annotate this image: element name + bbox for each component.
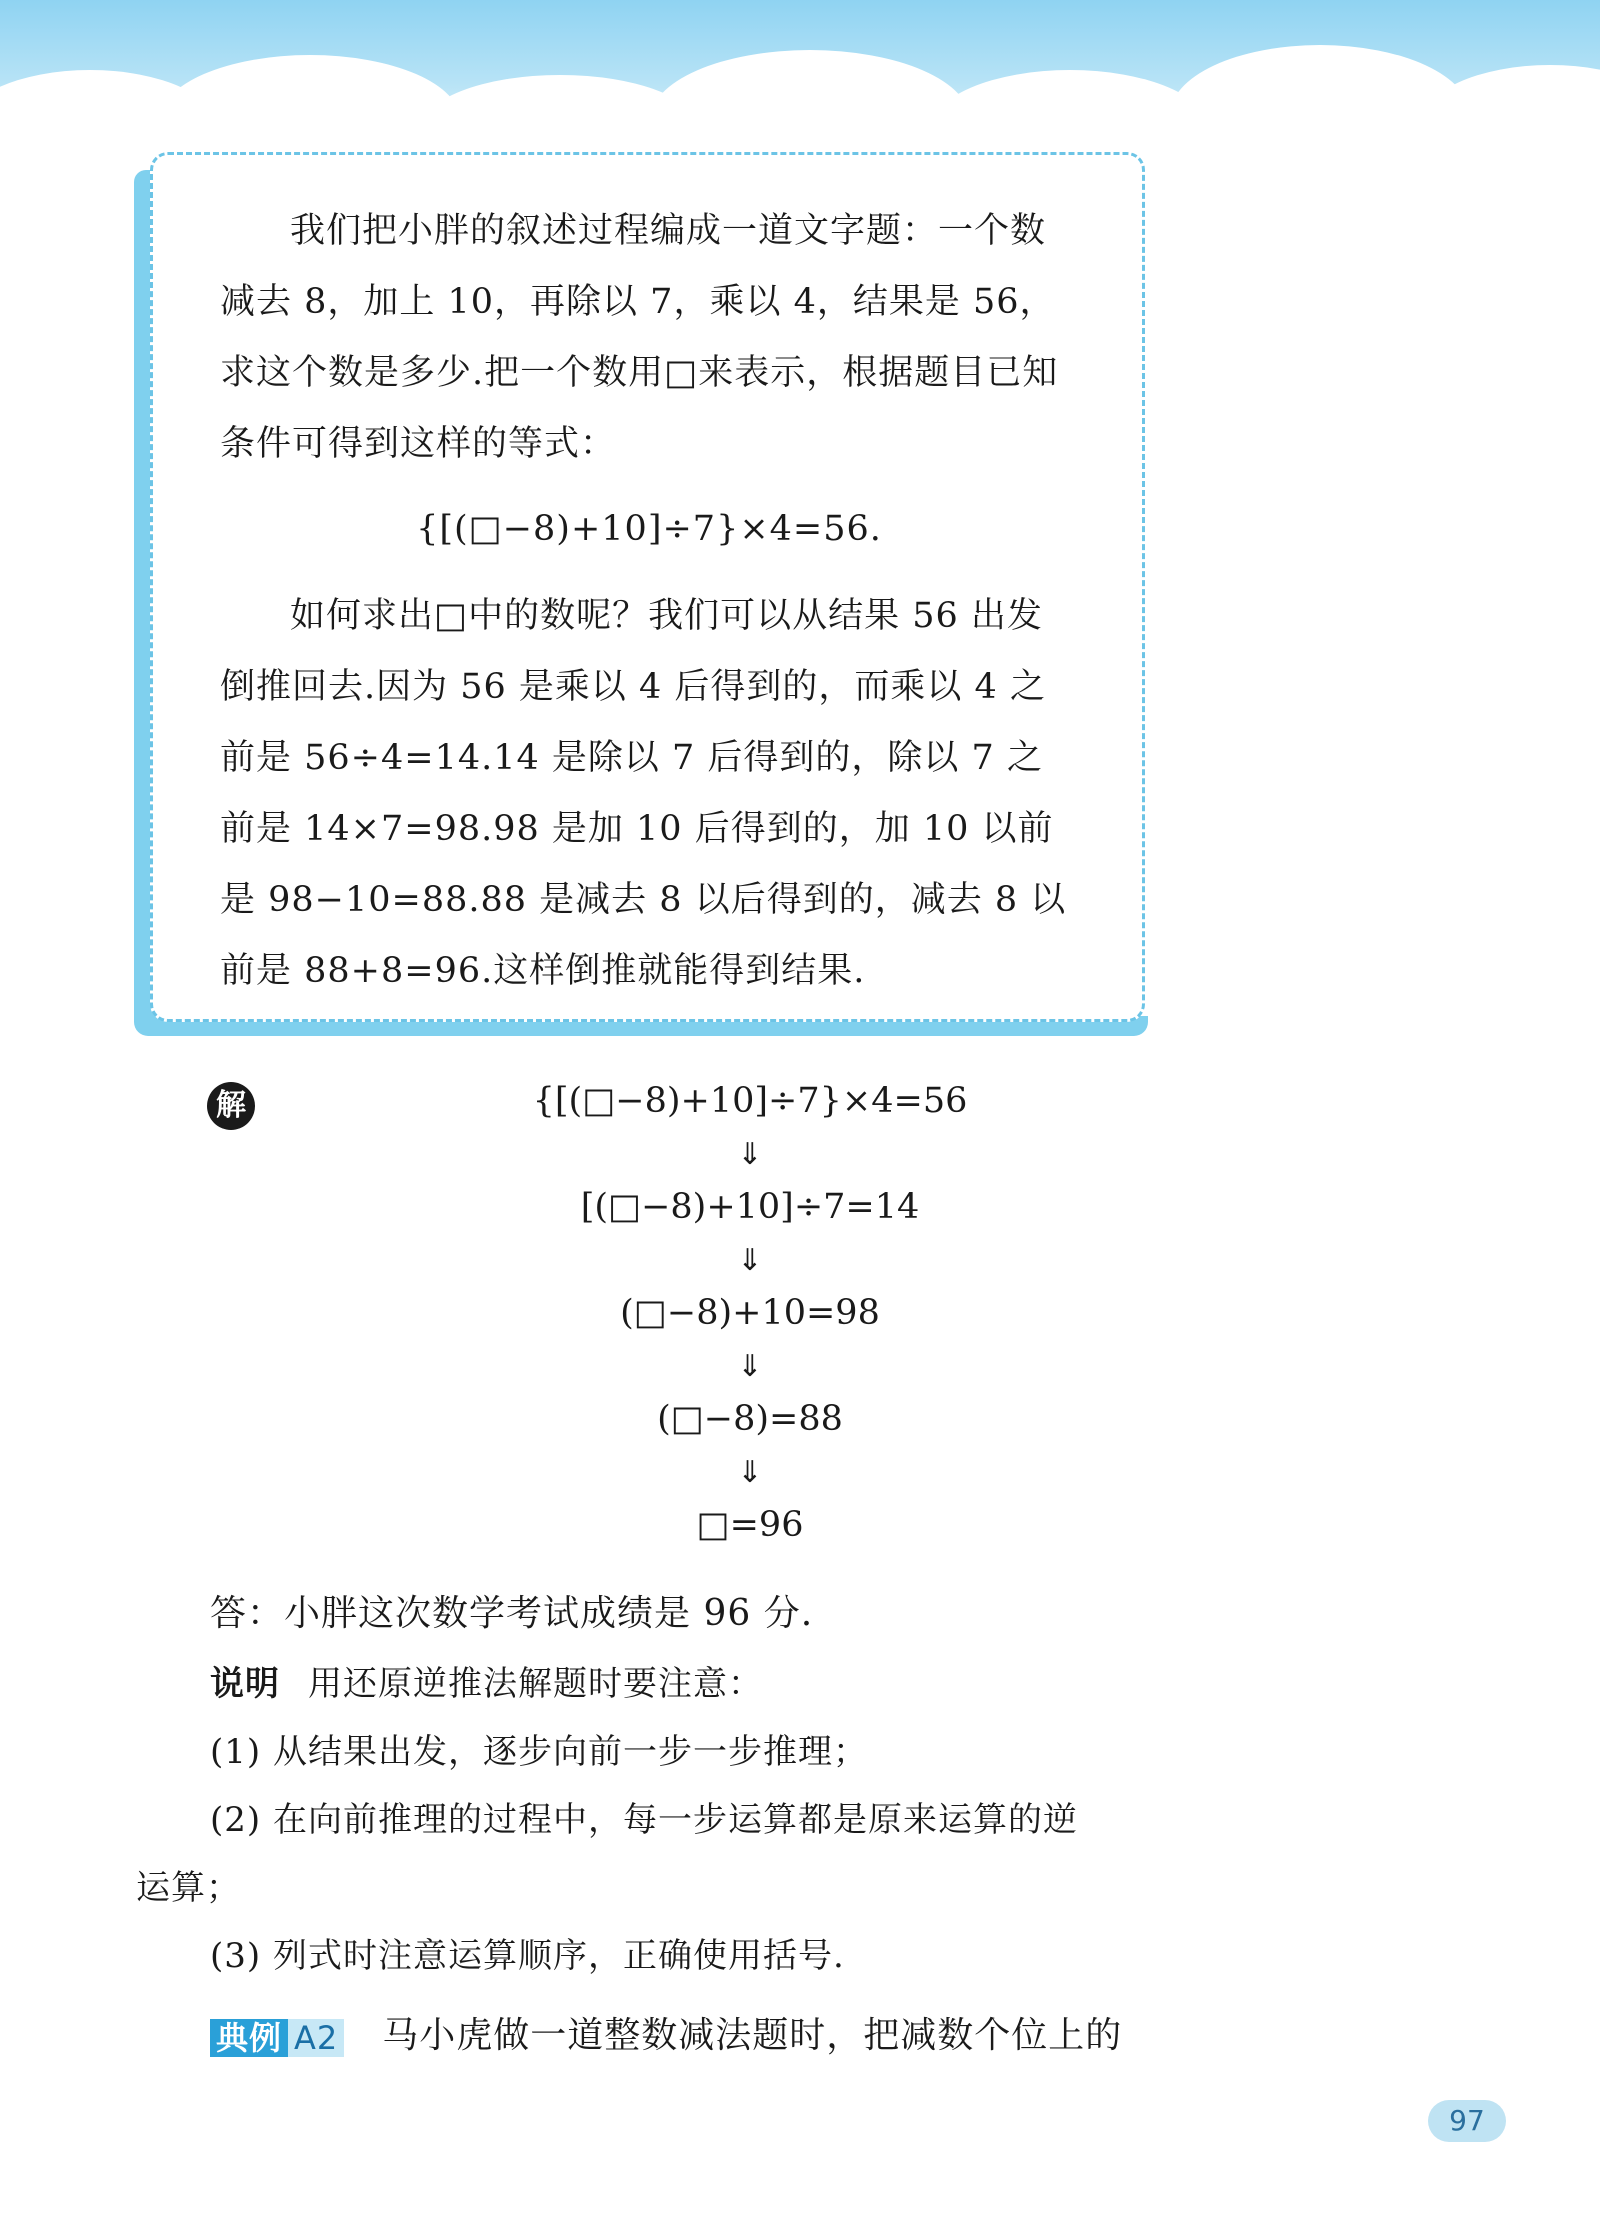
notes-intro: 用还原逆推法解题时要注意： xyxy=(308,1664,763,1704)
solution-steps xyxy=(450,1075,1050,1552)
down-arrow-icon: ⇓ xyxy=(737,1137,763,1172)
down-arrow-icon: ⇓ xyxy=(737,1455,763,1490)
notes-item-3: (3) 列式时注意运算顺序，正确使用括号. xyxy=(210,1936,845,1976)
down-arrow-icon: ⇓ xyxy=(737,1243,763,1278)
notes-section xyxy=(136,1650,1146,1990)
down-arrow-icon: ⇓ xyxy=(737,1349,763,1384)
solution-badge: 解 xyxy=(207,1082,255,1130)
answer-text: 答：小胖这次数学考试成绩是 96 分. xyxy=(210,1593,814,1634)
notes-item-1: (1) 从结果出发，逐步向前一步一步推理； xyxy=(210,1732,868,1772)
example-tag xyxy=(210,2016,344,2060)
solution-step: (□−8)=88 xyxy=(657,1399,843,1439)
story-equation: {[(□−8)+10]÷7}×4=56. xyxy=(416,509,882,549)
sky-banner xyxy=(0,0,1600,150)
solution-step: (□−8)+10=98 xyxy=(620,1293,880,1333)
solution-step: □=96 xyxy=(696,1505,804,1545)
solution-step: {[(□−8)+10]÷7}×4=56 xyxy=(532,1081,968,1121)
example-tag-label: 典例 xyxy=(210,2019,288,2057)
notes-item-2: (2) 在向前推理的过程中，每一步运算都是原来运算的逆 xyxy=(210,1800,1078,1840)
page-number: 97 xyxy=(1428,2100,1506,2142)
notes-heading: 说明 xyxy=(210,1664,280,1704)
story-paragraph-2: 如何求出□中的数呢？我们可以从结果 56 出发倒推回去.因为 56 是乘以 4 后得到的，而乘以 4 之前是 56÷4=14.14 是除以 7 后得到的，除以 7 之前是 14×7=98.98 是加 10 后得到的，加 10 以前是 98−10=88.88 是减去 8 以后得到的，减去 8 以前是 88+8=96.这样倒推就能得到结果. xyxy=(220,596,1067,991)
example-tag-code: A2 xyxy=(288,2019,344,2057)
example-text: 马小虎做一道整数减法题时，把减数个位上的 xyxy=(382,2015,1123,2056)
story-paragraph-1: 我们把小胖的叙述过程编成一道文字题：一个数减去 8，加上 10，再除以 7，乘以 4，结果是 56，求这个数是多少.把一个数用□来表示，根据题目已知条件可得到这样的等式： xyxy=(220,211,1059,464)
example-line xyxy=(210,2007,1122,2060)
solution-step: [(□−8)+10]÷7=14 xyxy=(580,1187,920,1227)
story-text xyxy=(220,196,1078,1007)
notes-item-2-continued: 运算； xyxy=(136,1868,241,1908)
